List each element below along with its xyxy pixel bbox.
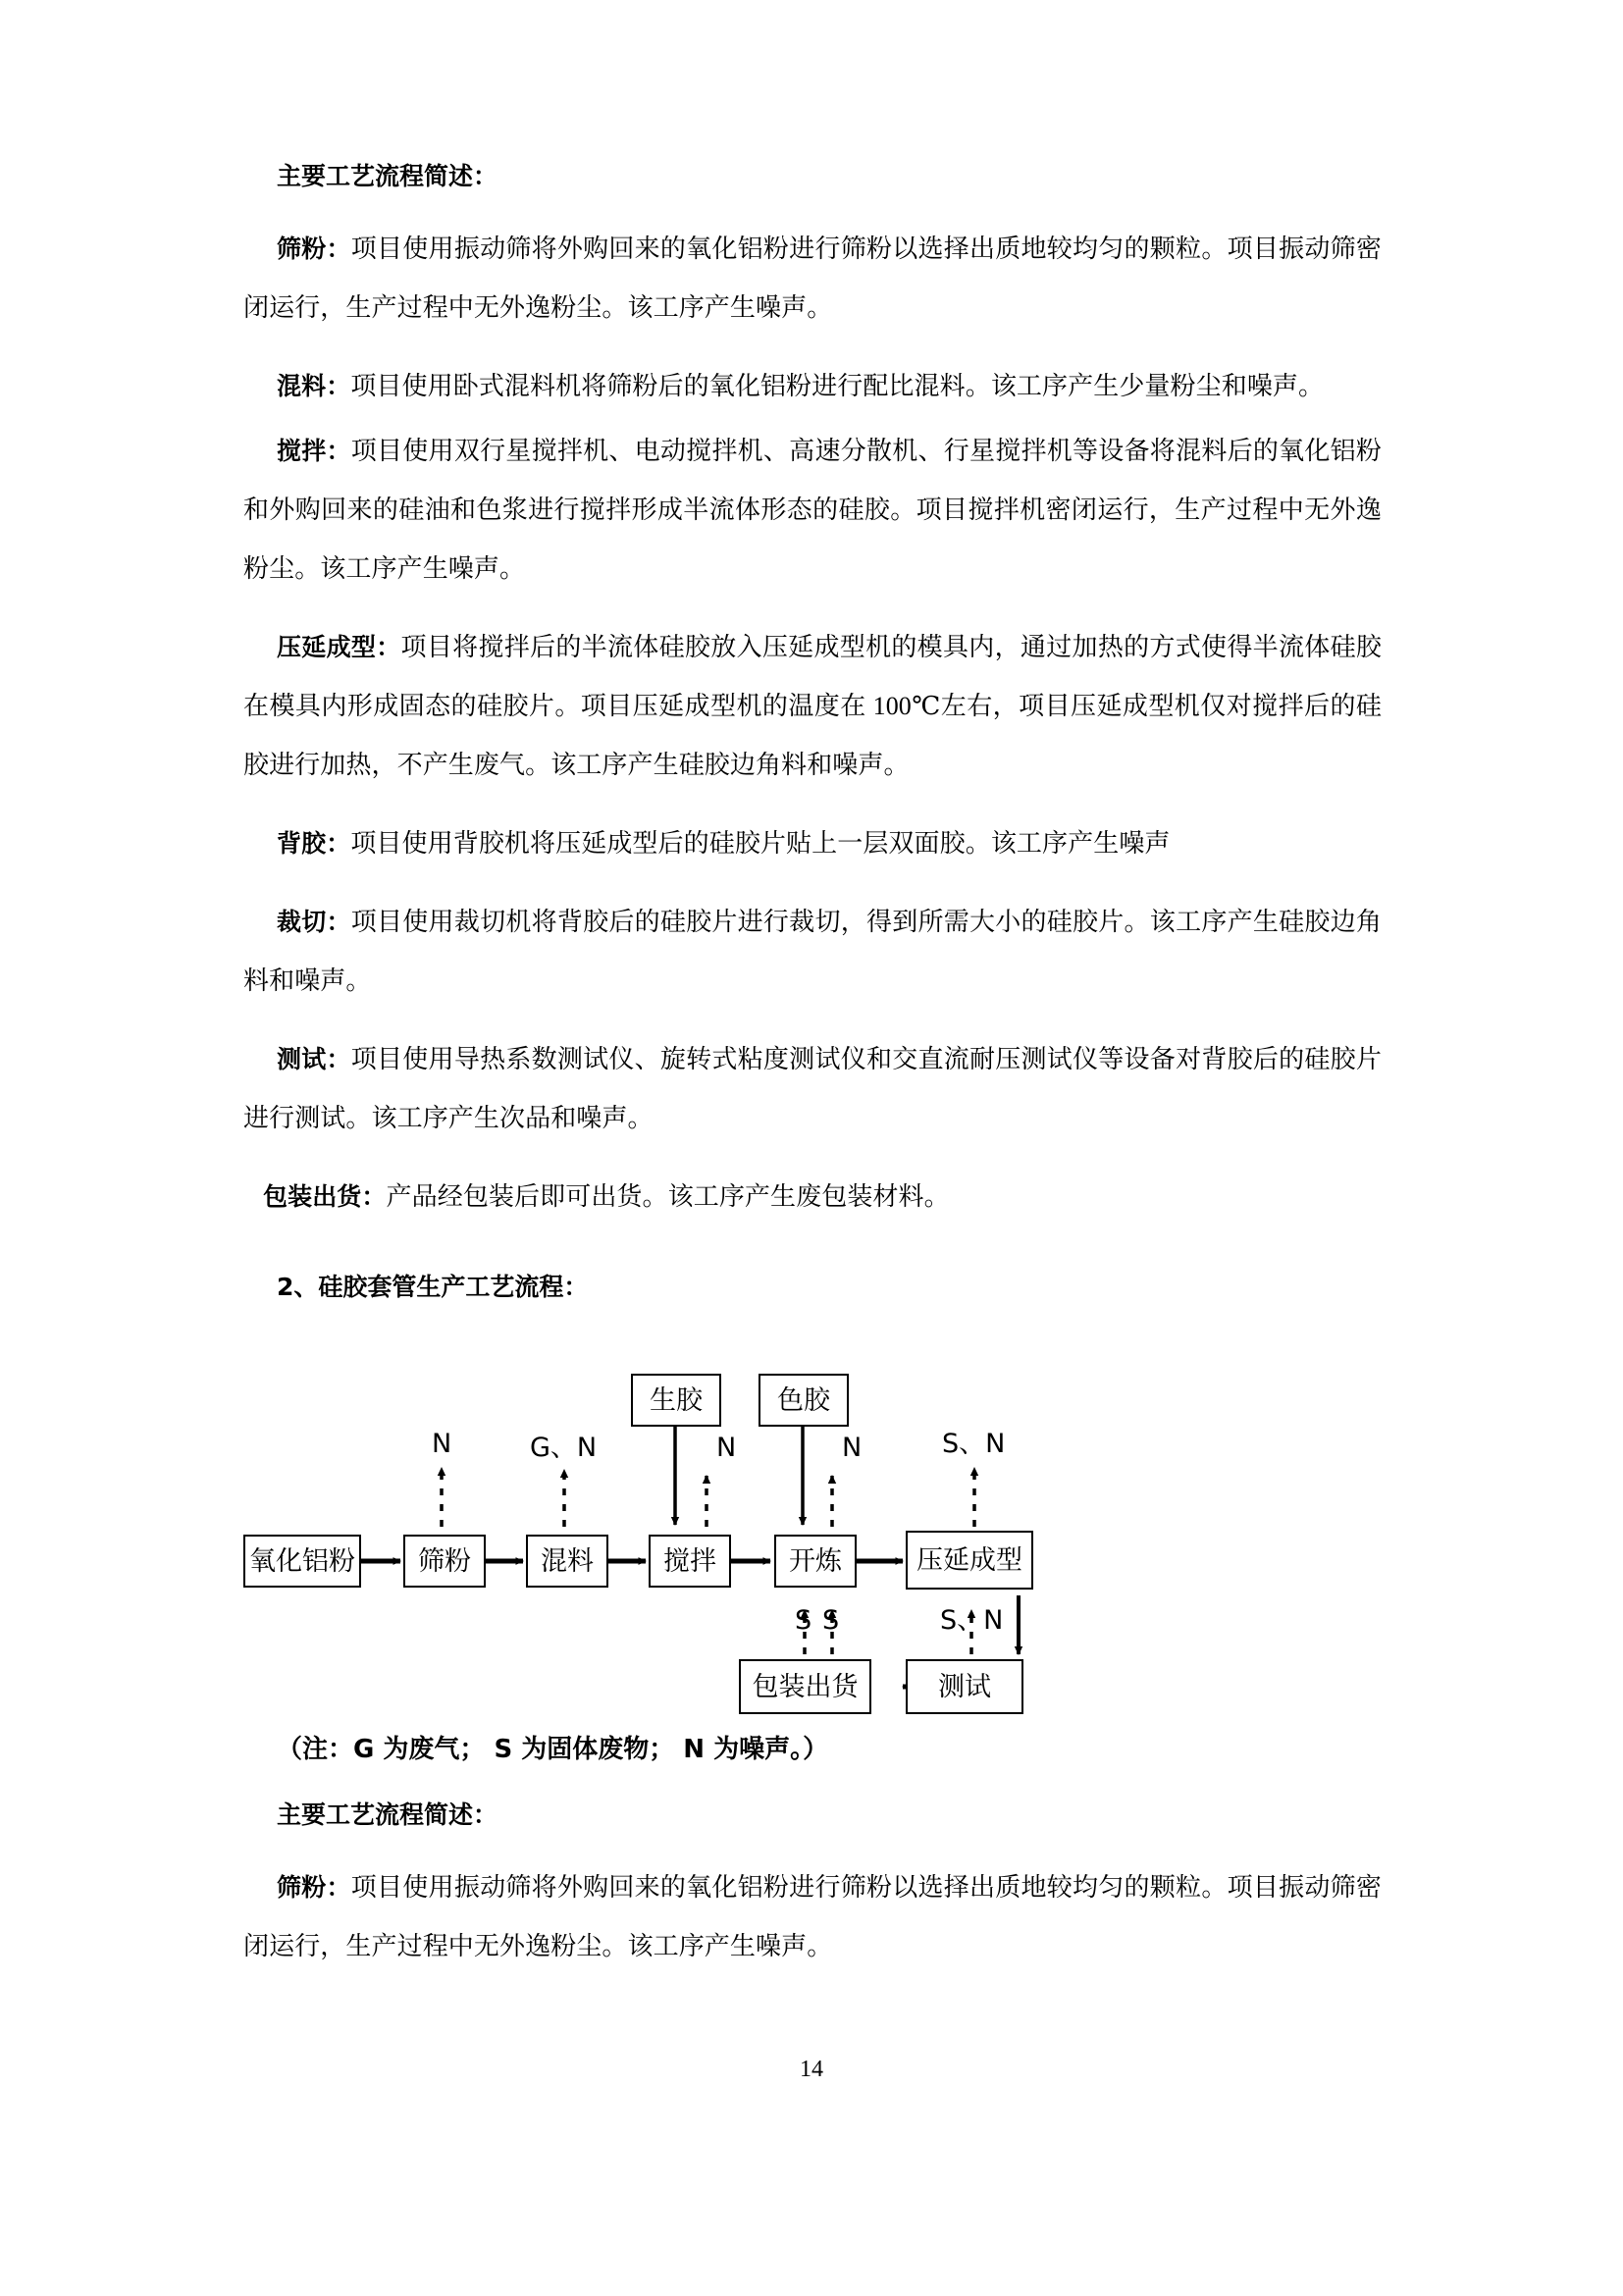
process-step-mixing [243,357,1382,416]
step-text-calendering: 项目将搅拌后的半流体硅胶放入压延成型机的模具内，通过加热的方式使得半流体硅胶在模具内形成固态的硅胶片。项目压延成型机的温度在 100℃左右，项目压延成型机仅对搅拌后的硅胶进行加热，不产生废气。该工序产生硅胶边角料和噪声。 [243,633,1382,779]
flow-label-mixing-emission: G、N [530,1433,598,1463]
flow-legend-note: （注：G 为废气； S 为固体废物； N 为噪声。） [277,1735,829,1764]
step-text-mixing: 项目使用卧式混料机将筛粉后的氧化铝粉进行配比混料。该工序产生少量粉尘和噪声。 [350,372,1325,400]
process-step-packaging [243,1168,1382,1226]
step-lead-stirring: 搅拌： [277,437,351,465]
process-step-testing [243,1030,1382,1148]
step-text-stirring: 项目使用双行星搅拌机、电动搅拌机、高速分散机、行星搅拌机等设备将混料后的氧化铝粉和外购回来的硅油和色浆进行搅拌形成半流体形态的硅胶。项目搅拌机密闭运行，生产过程中无外逸粉尘。该工序产生噪声。 [243,437,1382,583]
flow-label-milling-solid: S [822,1605,840,1636]
spacer [243,1845,1382,1858]
spacer [243,604,1382,618]
step-lead-sieving: 筛粉： [277,235,351,263]
process-step-backing [243,814,1382,873]
step-lead-calendering: 压延成型： [277,633,401,661]
page-content [243,147,1382,1982]
process-step-cutting [243,893,1382,1011]
step-lead-sieving-2: 筛粉： [277,1873,351,1902]
spacer [243,1713,1382,1727]
section2-heading: 2、硅胶套管生产工艺流程： [277,1273,589,1301]
spacer [243,801,1382,814]
step-text-backing: 项目使用背胶机将压延成型后的硅胶片贴上一层双面胶。该工序产生噪声 [350,829,1171,858]
flow-label-sieving-emission: N [432,1429,452,1459]
step-text-cutting: 项目使用裁切机将背胶后的硅胶片进行裁切，得到所需大小的硅胶片。该工序产生硅胶边角料和噪声。 [243,908,1382,995]
step-lead-cutting: 裁切： [277,908,351,936]
step-lead-testing: 测试： [277,1045,351,1073]
flow-label-testing-emission: S、N [940,1605,1004,1636]
spacer [243,879,1382,893]
process-step-sieving [243,220,1382,338]
spacer [243,1154,1382,1168]
flow-label-calendering-emission: S、N [942,1429,1006,1459]
step-text-testing: 项目使用导热系数测试仪、旋转式粘度测试仪和交直流耐压测试仪等设备对背胶后的硅胶片进行测试。该工序产生次品和噪声。 [243,1045,1382,1132]
step-text-sieving: 项目使用振动筛将外购回来的氧化铝粉进行筛粉以选择出质地较均匀的颗粒。项目振动筛密闭运行，生产过程中无外逸粉尘。该工序产生噪声。 [243,235,1382,322]
flow-box-color-rubber: 色胶 [759,1374,849,1427]
spacer [243,343,1382,357]
step-text-sieving-2: 项目使用振动筛将外购回来的氧化铝粉进行筛粉以选择出质地较均匀的颗粒。项目振动筛密闭运行，生产过程中无外逸粉尘。该工序产生噪声。 [243,1873,1382,1960]
process-step-stirring [243,422,1382,599]
section2-subheading: 主要工艺流程简述： [277,1800,498,1829]
step-lead-mixing: 混料： [277,372,351,400]
flow-box-stirring: 搅拌 [649,1535,731,1588]
flow-label-packaging-emission: S [795,1605,812,1636]
flow-box-milling: 开炼 [774,1535,857,1588]
flow-label-milling-emission: N [842,1433,863,1463]
process-step-calendering [243,618,1382,795]
flow-box-sieving: 筛粉 [403,1535,486,1588]
spacer [243,206,1382,220]
step-text-packaging: 产品经包装后即可出货。该工序产生废包装材料。 [386,1182,950,1211]
step-lead-packaging: 包装出货： [263,1182,387,1211]
section1-heading: 主要工艺流程简述： [277,162,498,190]
flow-label-stirring-emission: N [716,1433,737,1463]
page-number: 14 [800,2057,823,2082]
flow-box-packaging: 包装出货 [739,1659,871,1714]
step-lead-backing: 背胶： [277,829,351,858]
spacer [243,1772,1382,1786]
flow-box-testing: 测试 [906,1659,1023,1714]
flow-box-raw-rubber: 生胶 [631,1374,721,1427]
process-step-sieving-2 [243,1858,1382,1976]
flow-box-calendering: 压延成型 [906,1531,1033,1590]
spacer [243,1232,1382,1258]
process-flow-diagram [243,1360,1382,1713]
spacer [243,1317,1382,1360]
spacer [243,1017,1382,1030]
flow-box-mixing: 混料 [526,1535,608,1588]
flow-box-alumina: 氧化铝粉 [243,1535,361,1588]
